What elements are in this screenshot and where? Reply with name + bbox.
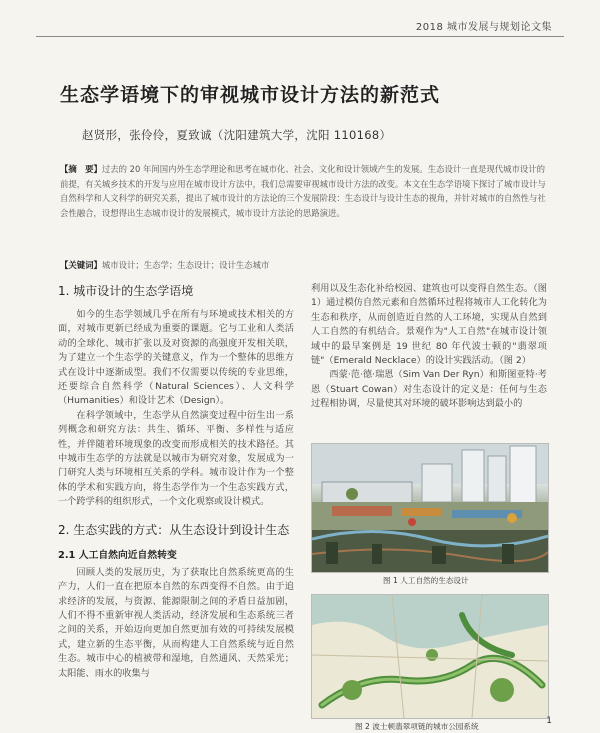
keywords [60, 259, 548, 271]
section-1-paragraph-2: 在科学领域中，生态学从自然演变过程中衍生出一系列概念和研究方法：共生、循环、平衡、多样性与适应性，并伴随着环境现象的改变而形成相关的技术路径。其中城市生态学的方法就是以城市为研究对象，发展成为一门研究人类与环境相互关系的学科。城市设计作为一个整体的学术和实践方向，将生态学作为一个生态实践方式，一个跨学科的组织形式，一个文化观察或设计模式。 [58, 409, 294, 508]
figure-1-illustration [312, 444, 548, 572]
section-1-paragraph-1: 如今的生态学领域几乎在所有与环境或技术相关的方面，对城市更新已经成为重要的课题。它与工业和人类活动的全球化、城市扩张以及对资源的高强度开发相关联，为了建立一个生态学的关键意义，作为一个整体的思维方式在设计中逐渐成型。我们不仅需要以传统的专业思维，还要综合自然科学（Natural Sciences）、人文科学（Humanities）和设计艺术（Design）。 [58, 309, 294, 407]
figure-2-map [312, 595, 548, 718]
page-number: 1 [546, 716, 552, 726]
figure-1-image [311, 443, 549, 573]
right-paragraph-2: 西蒙·范·德·瑞恩（Sim Van Der Ryn）和斯图亚特·考恩（Stuart Cowan）对生态设计的定义是：任何与生态过程相协调，尽量使其对环境的破坏影响达到最小的 [311, 369, 547, 410]
keywords-label: 【关键词】 [60, 260, 102, 270]
keywords-text: 城市设计；生态学；生态设计；设计生态城市 [101, 260, 270, 270]
section-2-heading: 2. 生态实践的方式：从生态设计到设计生态 [58, 522, 290, 537]
left-column [58, 282, 294, 681]
right-paragraph-1: 利用以及生态化补给校园、建筑也可以变得自然生态。（图 1）通过模仿自然元素和自然循环过程将城市人工化转化为生态和秩序，从而创造近自然的人工环境，实现从自然到人工自然的有机结合。景观作为"人工自然"在城市设计领域中的最早案例是 19 世纪 80 年代波士顿的"翡翠项链"（Emerald Necklace）的设计实践活动。（图 2） [311, 283, 547, 367]
paper-title: 生态学语境下的审视城市设计方法的新范式 [60, 84, 441, 106]
abstract-label: 【摘 要】 [60, 164, 102, 174]
right-column [311, 282, 547, 412]
abstract-text: 过去的 20 年间国内外生态学理论和思考在城市化、社会、文化和设计领域产生的发展。生态设计一直是现代城市设计的前提，有关城乡技术的开发与应用在城市设计方法中，我们总需要审视城市设计方法的改变。本文在生态学语境下探讨了城市设计与自然科学和人文科学的研究关系，提出了城市设计的方法论的三个发展阶段：生态设计与设计生态的视角，并针对城市的自然性与社会性融合，设想得出生态城市设计的发展模式，城市设计方法论的思路演进。 [60, 164, 546, 218]
figure-1-caption: 图 1 人工自然的生态设计 [383, 576, 469, 585]
author-line: 赵贤形，张伶伶，夏致诚（沈阳建筑大学，沈阳 110168） [82, 128, 392, 142]
section-2-1-paragraph: 回顾人类的发展历史，为了获取比自然系统更高的生产力，人们一直在把原本自然的东西变得不自然。由于追求经济的发展，与资源、能源限制之间的矛盾日益加剧，人们不得不重新审视人类活动，经济发展和生态系统三者之间的关系，开始迈向更加自然更加有效的可持续发展模式，建立新的生态平衡，从而构建人工自然系统与近自然生态。城市中心的植被带和湿地，自然通风、天然采光；太阳能、雨水的收集与 [58, 566, 294, 679]
header-rule [36, 36, 564, 37]
section-1-heading: 1. 城市设计的生态学语境 [58, 284, 194, 298]
abstract [60, 162, 548, 220]
running-head: 2018 城市发展与规划论文集 [415, 22, 552, 33]
section-2-1-heading: 2.1 人工自然向近自然转变 [58, 549, 177, 561]
figure-2-image [311, 594, 549, 719]
figure-2-caption: 图 2 波士顿翡翠项链的城市公园系统 [355, 722, 479, 731]
